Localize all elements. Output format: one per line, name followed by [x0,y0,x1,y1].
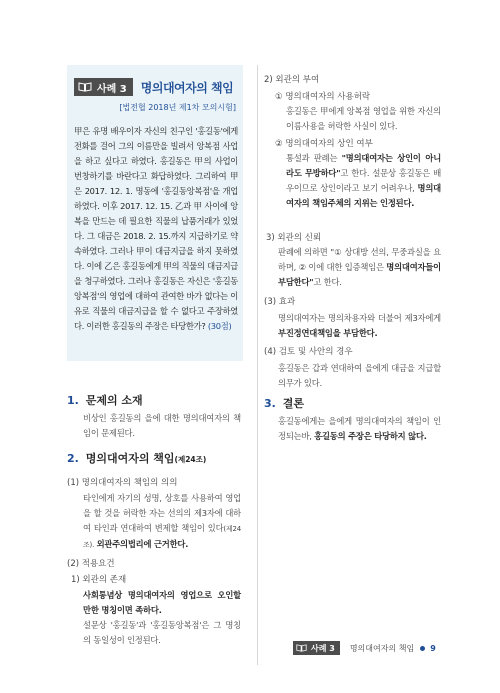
item-2-heading: ② 명의대여자의 상인 여부 [275,139,373,149]
item-2-text-b: 고 한다. 설문상 홍길동은 배우이므로 상인이라고 보기 어려우나, [286,168,442,193]
section-2-1-text-a: 타인에게 자기의 성명, 상호를 사용하여 영업을 할 것을 허락한 자는 선의의 제3자에 대하여 타인과 연대하여 변제할 책임이 있다 [83,493,241,533]
case-tag-label: 사례 3 [97,83,127,95]
case-header [74,76,239,98]
case-points: (30점) [207,321,232,331]
heading-3-number: 3. [264,397,276,410]
item-2-bold-a: "명의대여자는 상인이 아니라도 무방하다" [286,153,442,178]
case-source: [법전협 2018년 제1차 모의시험] [119,103,236,112]
conclusion-bold: 홍길동의 주장은 타당하지 않다. [314,431,427,441]
heading-2-title: 명의대여자의 책임 [85,452,175,465]
case-question-text: 甲은 유명 배우이자 자신의 친구인 '홍길동'에게 전화를 걸어 그의 이름만을 빌려서 앙복점 사업을 하고 싶다고 하였다. 홍길동은 甲의 사업이 번창하기를 바란다고 화답하였다. 그리하여 甲은 2017. 12. 1. 명동에 '홍길동앙복점'을 개업하였다. 이후 2017. 12. 15. 乙과 甲 사이에 앙복을 만드는 데 필요한 직물의 납품거래가 있었다. 그 대금은 2018. 2. 15.까지 지급하기로 약속하였다. 그러나 甲이 대금지급을 하지 못하였다. 이에 乙은 홍길동에게 甲의 직물의 대금지급을 청구하였다. 그러나 홍길동은 자신은 '홍길동앙복점'의 영업에 대하여 관여한 바가 없다는 이유로 직물의 대금지급을 할 수 없다고 주장하였다. 이러한 홍길동의 주장은 타당한가? [74,126,238,331]
section-2-2-3-bold: 명의대여자들이 부담한다" [278,262,441,287]
case-tag [74,78,133,96]
section-2-2-3-text-b: 고 한다. [313,277,342,287]
column-divider [257,65,258,665]
section-2-1-heading: (1) 명의대여자의 책임의 의의 [67,478,178,488]
section-4-text: 홍길동은 갑과 연대하여 을에게 대금을 지급할 의무가 있다. [278,363,441,388]
section-2-2-heading: (2) 적용요건 [67,559,115,569]
item-1-heading: ① 명의대여자의 사용허락 [275,92,371,102]
item-2-text-a: 통설과 판례는 [286,153,342,163]
heading-1-text: 비상인 홍길동의 을에 대한 명의대여자의 책임이 문제된다. [83,413,241,438]
conclusion-text [278,414,441,444]
heading-2 [67,450,206,466]
case-title: 명의대여자의 책임 [140,80,234,95]
book-icon [296,644,307,652]
section-3-text-a: 명의대여자는 명의차용자와 더불어 제3자에게 [278,313,441,323]
book-icon [78,82,92,92]
section-4-heading: (4) 검토 및 사안의 경우 [264,347,353,357]
heading-1 [67,392,143,408]
page-number: 9 [430,643,436,653]
section-2-1-text-b: 외관주의법리에 근거한다. [96,539,189,549]
section-2-2-3-heading: 3) 외관의 신뢰 [266,233,322,243]
section-2-1-ref: (제24조). [83,525,241,549]
section-2-1-text [83,491,241,553]
item-2-bold-b: 명의대여자의 책임주체의 지위는 인정된다. [286,183,441,208]
heading-1-number: 1. [67,394,79,407]
heading-3 [264,395,304,411]
section-2-2-2-heading: 2) 외관의 부여 [264,75,320,85]
heading-2-ref: (제24조) [174,455,207,464]
conclusion-text-a: 홍길동에게는 을에게 명의대여자의 책임이 인정되는바, [278,416,441,441]
section-3-heading: (3) 효과 [264,297,296,307]
case-question [74,124,238,334]
section-3-bold: 부진정연대책임을 부담한다. [278,328,378,338]
page-footer [293,641,436,655]
item-1-text: 홍길동은 甲에게 앙복점 영업을 위한 자신의 이름사용을 허락한 사실이 있다. [286,106,441,131]
heading-2-number: 2. [67,452,79,465]
section-2-2-1-bold: 사회통념상 명의대여자의 영업으로 오인할 만한 명칭이면 족하다. [83,590,241,615]
section-2-2-1-text: 설문상 '홍길동'과 '홍길동앙복점'은 그 명칭의 동일성이 인정된다. [83,620,241,645]
section-2-2-1-heading: 1) 외관의 존재 [71,575,127,585]
item-2-text [286,151,441,211]
heading-1-title: 문제의 소재 [85,394,143,407]
section-2-2-3-text [278,245,441,290]
footer-tag [293,641,340,655]
footer-title: 명의대여자의 책임 [349,643,415,653]
section-2-2-3-text-a: 판례에 의하면 "① 상대방 선의, 무중과실을 요하며, ② 이에 대한 입증책임은 [278,247,441,272]
footer-tag-label: 사례 3 [311,643,335,653]
heading-3-title: 결론 [282,397,304,410]
section-3-text [278,311,441,341]
footer-dot [420,646,425,651]
